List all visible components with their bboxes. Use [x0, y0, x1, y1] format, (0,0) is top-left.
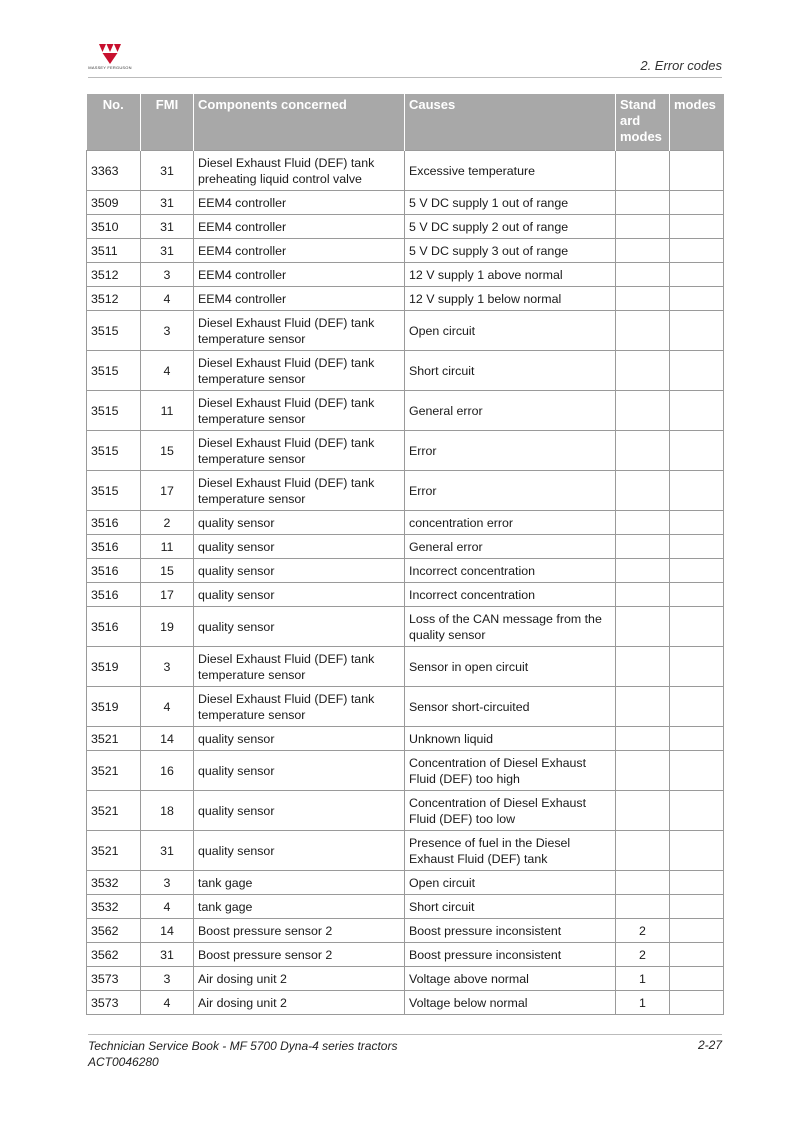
table-row: [87, 191, 724, 215]
table-row: [87, 919, 724, 943]
cell-cause: Sensor short-circuited: [405, 687, 616, 727]
table-row: [87, 687, 724, 727]
cell-cause: General error: [405, 391, 616, 431]
cell-fmi: 17: [141, 471, 194, 511]
cell-no: 3562: [87, 919, 141, 943]
cell-component: quality sensor: [194, 607, 405, 647]
header-divider: [88, 77, 722, 78]
cell-cause: Incorrect concentration: [405, 583, 616, 607]
cell-modes: [670, 991, 724, 1015]
footer-book-title: Technician Service Book - MF 5700 Dyna-4 series tractors: [88, 1039, 398, 1053]
table-row: [87, 151, 724, 191]
cell-modes: [670, 151, 724, 191]
cell-cause: General error: [405, 535, 616, 559]
table-row: [87, 967, 724, 991]
cell-cause: 12 V supply 1 above normal: [405, 263, 616, 287]
cell-no: 3562: [87, 943, 141, 967]
cell-modes: [670, 831, 724, 871]
cell-component: quality sensor: [194, 751, 405, 791]
cell-component: Diesel Exhaust Fluid (DEF) tank temperature sensor: [194, 647, 405, 687]
footer-info: [88, 1038, 397, 1070]
cell-modes: [670, 583, 724, 607]
column-header-fmi: FMI: [141, 94, 194, 151]
cell-modes: [670, 263, 724, 287]
cell-component: EEM4 controller: [194, 287, 405, 311]
table-row: [87, 287, 724, 311]
cell-fmi: 3: [141, 647, 194, 687]
table-row: [87, 535, 724, 559]
table-row: [87, 991, 724, 1015]
cell-modes: [670, 751, 724, 791]
cell-no: 3521: [87, 831, 141, 871]
table-body: [87, 151, 724, 1015]
cell-component: quality sensor: [194, 831, 405, 871]
cell-modes: [670, 559, 724, 583]
cell-component: quality sensor: [194, 511, 405, 535]
cell-cause: Concentration of Diesel Exhaust Fluid (DEF) too high: [405, 751, 616, 791]
brand-text: MASSEY FERGUSON: [88, 65, 132, 70]
cell-fmi: 3: [141, 263, 194, 287]
cell-no: 3521: [87, 791, 141, 831]
cell-standard-modes: [616, 831, 670, 871]
table-row: [87, 351, 724, 391]
cell-cause: Incorrect concentration: [405, 559, 616, 583]
footer-document-code: ACT0046280: [88, 1055, 159, 1069]
cell-component: quality sensor: [194, 727, 405, 751]
table-row: [87, 751, 724, 791]
table-row: [87, 727, 724, 751]
cell-fmi: 14: [141, 727, 194, 751]
cell-component: quality sensor: [194, 535, 405, 559]
cell-fmi: 31: [141, 943, 194, 967]
cell-no: 3512: [87, 263, 141, 287]
cell-no: 3515: [87, 431, 141, 471]
cell-no: 3510: [87, 215, 141, 239]
cell-fmi: 3: [141, 967, 194, 991]
cell-component: tank gage: [194, 871, 405, 895]
cell-cause: Presence of fuel in the Diesel Exhaust Fluid (DEF) tank: [405, 831, 616, 871]
table-row: [87, 607, 724, 647]
cell-modes: [670, 727, 724, 751]
cell-no: 3521: [87, 727, 141, 751]
cell-modes: [670, 871, 724, 895]
cell-modes: [670, 391, 724, 431]
cell-modes: [670, 919, 724, 943]
section-title: 2. Error codes: [640, 58, 722, 73]
cell-standard-modes: [616, 351, 670, 391]
cell-no: 3532: [87, 895, 141, 919]
cell-cause: 5 V DC supply 1 out of range: [405, 191, 616, 215]
table-row: [87, 943, 724, 967]
cell-standard-modes: [616, 431, 670, 471]
cell-fmi: 4: [141, 287, 194, 311]
cell-standard-modes: [616, 751, 670, 791]
cell-modes: [670, 191, 724, 215]
cell-no: 3516: [87, 511, 141, 535]
cell-cause: Sensor in open circuit: [405, 647, 616, 687]
cell-fmi: 14: [141, 919, 194, 943]
cell-fmi: 3: [141, 311, 194, 351]
brand-logo: [88, 44, 132, 72]
cell-modes: [670, 287, 724, 311]
cell-modes: [670, 239, 724, 263]
page-number: 2-27: [697, 1038, 722, 1052]
cell-modes: [670, 511, 724, 535]
table-row: [87, 831, 724, 871]
cell-standard-modes: [616, 871, 670, 895]
cell-standard-modes: [616, 727, 670, 751]
cell-component: Diesel Exhaust Fluid (DEF) tank temperature sensor: [194, 431, 405, 471]
cell-fmi: 31: [141, 151, 194, 191]
cell-component: EEM4 controller: [194, 215, 405, 239]
cell-standard-modes: [616, 215, 670, 239]
cell-fmi: 31: [141, 191, 194, 215]
cell-standard-modes: [616, 263, 670, 287]
cell-fmi: 16: [141, 751, 194, 791]
cell-standard-modes: [616, 287, 670, 311]
cell-no: 3519: [87, 647, 141, 687]
cell-component: Diesel Exhaust Fluid (DEF) tank temperature sensor: [194, 391, 405, 431]
table-row: [87, 871, 724, 895]
table-row: [87, 791, 724, 831]
cell-cause: Excessive temperature: [405, 151, 616, 191]
cell-component: Diesel Exhaust Fluid (DEF) tank temperature sensor: [194, 311, 405, 351]
table-row: [87, 215, 724, 239]
cell-cause: Short circuit: [405, 895, 616, 919]
cell-component: quality sensor: [194, 791, 405, 831]
cell-no: 3573: [87, 991, 141, 1015]
cell-fmi: 19: [141, 607, 194, 647]
cell-fmi: 18: [141, 791, 194, 831]
cell-cause: 5 V DC supply 3 out of range: [405, 239, 616, 263]
cell-standard-modes: 1: [616, 991, 670, 1015]
cell-component: Boost pressure sensor 2: [194, 943, 405, 967]
cell-component: Air dosing unit 2: [194, 967, 405, 991]
cell-no: 3511: [87, 239, 141, 263]
cell-standard-modes: 2: [616, 919, 670, 943]
cell-standard-modes: [616, 239, 670, 263]
cell-fmi: 15: [141, 559, 194, 583]
cell-component: Diesel Exhaust Fluid (DEF) tank temperature sensor: [194, 687, 405, 727]
cell-cause: Error: [405, 431, 616, 471]
table-row: [87, 583, 724, 607]
cell-fmi: 3: [141, 871, 194, 895]
cell-standard-modes: [616, 607, 670, 647]
cell-no: 3509: [87, 191, 141, 215]
cell-cause: Open circuit: [405, 871, 616, 895]
table-row: [87, 391, 724, 431]
cell-standard-modes: [616, 895, 670, 919]
cell-standard-modes: [616, 687, 670, 727]
cell-no: 3515: [87, 351, 141, 391]
cell-standard-modes: [616, 191, 670, 215]
cell-modes: [670, 311, 724, 351]
cell-cause: Loss of the CAN message from the quality sensor: [405, 607, 616, 647]
table-row: [87, 239, 724, 263]
cell-component: quality sensor: [194, 559, 405, 583]
column-header-no: No.: [87, 94, 141, 151]
cell-no: 3515: [87, 471, 141, 511]
cell-modes: [670, 607, 724, 647]
table-row: [87, 263, 724, 287]
cell-fmi: 31: [141, 239, 194, 263]
cell-fmi: 11: [141, 535, 194, 559]
footer-divider: [88, 1034, 722, 1035]
cell-standard-modes: [616, 511, 670, 535]
cell-no: 3521: [87, 751, 141, 791]
cell-standard-modes: [616, 647, 670, 687]
cell-fmi: 4: [141, 895, 194, 919]
cell-fmi: 4: [141, 351, 194, 391]
cell-component: Diesel Exhaust Fluid (DEF) tank temperature sensor: [194, 351, 405, 391]
cell-cause: 12 V supply 1 below normal: [405, 287, 616, 311]
cell-component: quality sensor: [194, 583, 405, 607]
cell-fmi: 4: [141, 687, 194, 727]
cell-component: EEM4 controller: [194, 191, 405, 215]
column-header-causes: Causes: [405, 94, 616, 151]
cell-cause: Boost pressure inconsistent: [405, 919, 616, 943]
cell-fmi: 11: [141, 391, 194, 431]
cell-no: 3573: [87, 967, 141, 991]
cell-no: 3516: [87, 607, 141, 647]
table-row: [87, 471, 724, 511]
table-header-row: [87, 94, 724, 151]
cell-fmi: 4: [141, 991, 194, 1015]
cell-modes: [670, 351, 724, 391]
cell-modes: [670, 215, 724, 239]
cell-standard-modes: [616, 583, 670, 607]
cell-cause: Voltage above normal: [405, 967, 616, 991]
table-row: [87, 647, 724, 687]
cell-no: 3363: [87, 151, 141, 191]
cell-fmi: 2: [141, 511, 194, 535]
cell-component: EEM4 controller: [194, 239, 405, 263]
cell-component: tank gage: [194, 895, 405, 919]
cell-cause: Voltage below normal: [405, 991, 616, 1015]
cell-cause: Short circuit: [405, 351, 616, 391]
cell-no: 3515: [87, 311, 141, 351]
cell-standard-modes: [616, 311, 670, 351]
column-header-modes: modes: [670, 94, 724, 151]
cell-modes: [670, 791, 724, 831]
cell-cause: concentration error: [405, 511, 616, 535]
column-header-components: Components concerned: [194, 94, 405, 151]
cell-modes: [670, 431, 724, 471]
cell-modes: [670, 943, 724, 967]
cell-cause: Concentration of Diesel Exhaust Fluid (DEF) too low: [405, 791, 616, 831]
cell-modes: [670, 895, 724, 919]
cell-standard-modes: 2: [616, 943, 670, 967]
cell-cause: Unknown liquid: [405, 727, 616, 751]
cell-no: 3512: [87, 287, 141, 311]
cell-no: 3519: [87, 687, 141, 727]
cell-modes: [670, 471, 724, 511]
cell-cause: Boost pressure inconsistent: [405, 943, 616, 967]
cell-standard-modes: [616, 559, 670, 583]
cell-standard-modes: [616, 391, 670, 431]
table-row: [87, 431, 724, 471]
table-row: [87, 895, 724, 919]
table-row: [87, 511, 724, 535]
error-codes-table: [86, 94, 724, 1015]
cell-fmi: 17: [141, 583, 194, 607]
table-row: [87, 311, 724, 351]
cell-fmi: 31: [141, 215, 194, 239]
cell-standard-modes: [616, 151, 670, 191]
cell-cause: 5 V DC supply 2 out of range: [405, 215, 616, 239]
cell-standard-modes: [616, 535, 670, 559]
cell-standard-modes: 1: [616, 967, 670, 991]
cell-fmi: 15: [141, 431, 194, 471]
cell-cause: Error: [405, 471, 616, 511]
column-header-standard-modes: Stand ard modes: [616, 94, 670, 151]
cell-standard-modes: [616, 791, 670, 831]
cell-component: Boost pressure sensor 2: [194, 919, 405, 943]
cell-modes: [670, 687, 724, 727]
cell-component: Diesel Exhaust Fluid (DEF) tank temperature sensor: [194, 471, 405, 511]
table-row: [87, 559, 724, 583]
cell-no: 3516: [87, 583, 141, 607]
cell-component: Air dosing unit 2: [194, 991, 405, 1015]
cell-component: Diesel Exhaust Fluid (DEF) tank preheating liquid control valve: [194, 151, 405, 191]
cell-modes: [670, 647, 724, 687]
triple-triangle-logo-icon: [99, 44, 121, 64]
cell-cause: Open circuit: [405, 311, 616, 351]
cell-no: 3516: [87, 559, 141, 583]
cell-modes: [670, 967, 724, 991]
cell-fmi: 31: [141, 831, 194, 871]
cell-modes: [670, 535, 724, 559]
cell-no: 3532: [87, 871, 141, 895]
cell-no: 3515: [87, 391, 141, 431]
cell-component: EEM4 controller: [194, 263, 405, 287]
cell-standard-modes: [616, 471, 670, 511]
cell-no: 3516: [87, 535, 141, 559]
